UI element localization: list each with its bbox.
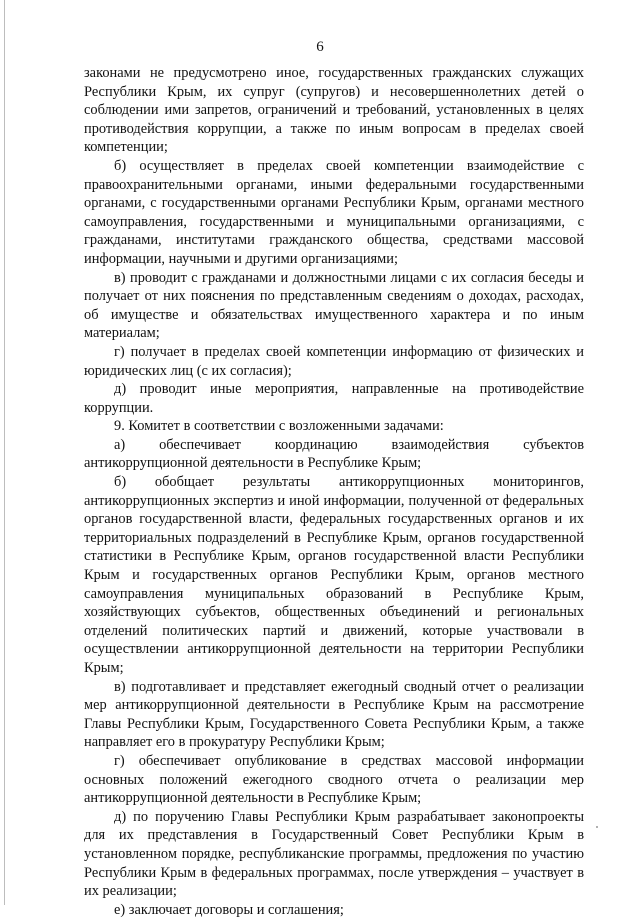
scan-speck [596,826,598,828]
paragraph-9-item-v: в) подготавливает и представляет ежегодный сводный отчет о реализации мер антикоррупционной деятельности в Республике Крым на рассмотрение Главы Республики Крым, Государственного Совета Республики Крым, а также направляет его в прокуратуру Республики Крым; [84,678,584,751]
scan-edge-line [4,0,5,905]
paragraph-9-item-e: е) заключает договоры и соглашения; [114,901,344,918]
paragraph-9-item-b: б) обобщает результаты антикоррупционных мониторингов, антикоррупционных экспертиз и иной информации, полученной от федеральных органов государственной власти, федеральных государственных органов и их территориальных подразделений в Республике Крым, органов государственной статистики в Республике Крым, органов государственной власти Республики Крым и государственных органов Республики Крым, органов местного самоуправления муниципальных образований в Республике Крым, хозяйствующих субъектов, общественных объединений и региональных отделений политических партий и движений, которые участвовали в осуществлении антикоррупционной деятельности на территории Республики Крым; [84,474,584,676]
document-body [84,64,584,919]
paragraph-item-b: б) осуществляет в пределах своей компетенции взаимодействие с правоохранительными органами, иными федеральными государственными органами, с государственными органами Республики Крым, органами местного самоуправления, государственными и муниципальными организациями, с гражданами, институтами гражданского общества, средствами массовой информации, научными и другими организациями; [84,157,584,267]
paragraph-section-9: 9. Комитет в соответствии с возложенными задачами: [114,418,444,435]
paragraph-9-item-d: д) по поручению Главы Республики Крым разрабатывает законопроекты для их представления в Государственный Совет Республики Крым в установленном порядке, республиканские программы, предложения по участию Республики Крым в федеральных программах, после утверждения – участвует в их реализации; [84,808,584,900]
paragraph-item-v: в) проводит с гражданами и должностными лицами с их согласия беседы и получает от них пояснения по представленным сведениям о доходах, расходах, об имуществе и обязательствах имущественного характера и по иным материалам; [84,269,584,342]
paragraph-item-d: д) проводит иные мероприятия, направленные на противодействие коррупции. [84,381,584,416]
paragraph-continuation: законами не предусмотрено иное, государственных гражданских служащих Республики Крым, их супруг (супругов) и несовершеннолетних детей о соблюдении ими запретов, ограничений и требований, установленных в целях противодействия коррупции, а также по иным вопросам в пределах своей компетенции; [84,65,584,156]
page-number: 6 [316,39,324,55]
paragraph-9-item-g: г) обеспечивает опубликование в средствах массовой информации основных положений ежегодного сводного отчета о реализации мер антикоррупционной деятельности в Республике Крым; [84,752,584,807]
paragraph-9-item-a: а) обеспечивает координацию взаимодействия субъектов антикоррупционной деятельности в Республике Крым; [84,436,584,472]
paragraph-item-g: г) получает в пределах своей компетенции информацию от физических и юридических лиц (с их согласия); [84,343,584,379]
